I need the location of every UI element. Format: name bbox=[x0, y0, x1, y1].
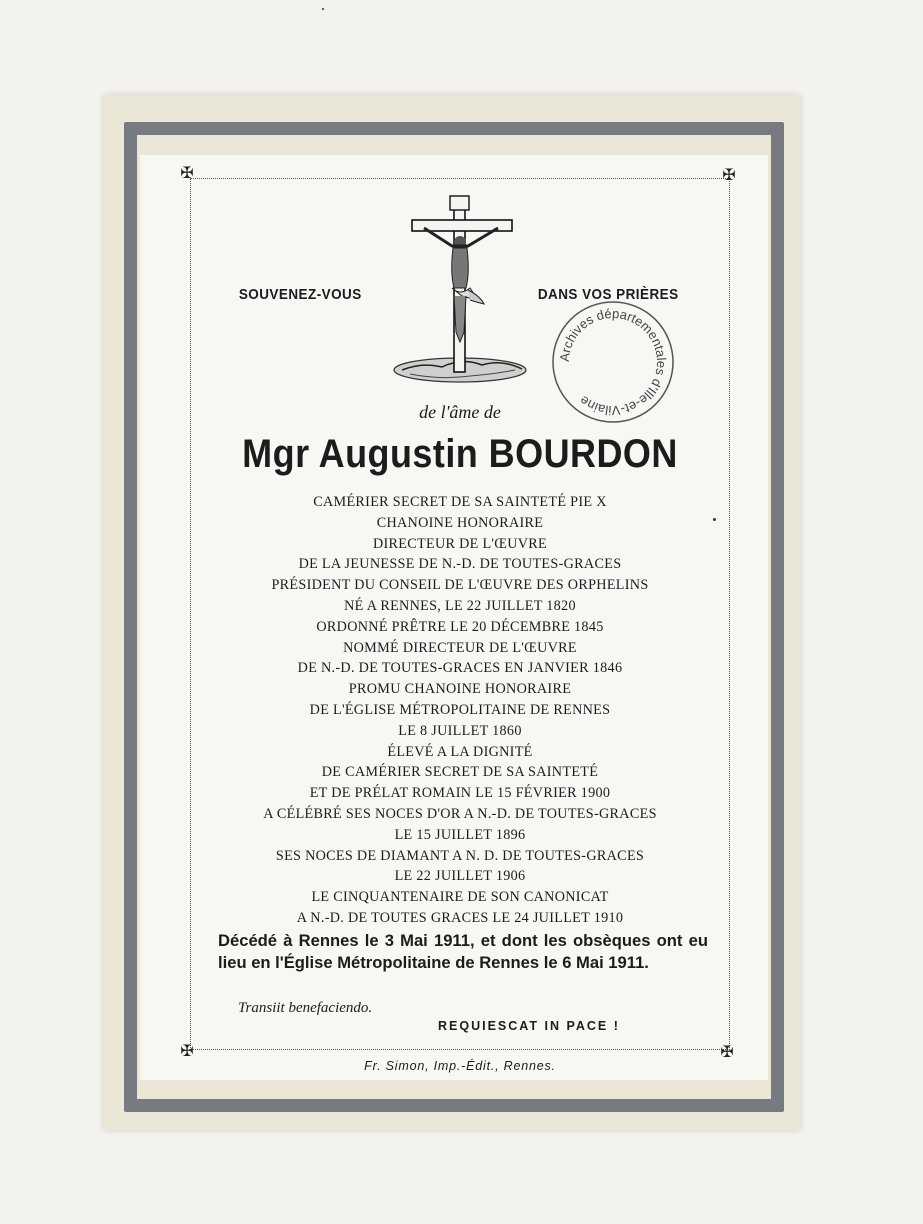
title-line: DE LA JEUNESSE DE N.-D. DE TOUTES-GRACES bbox=[298, 556, 622, 573]
corner-cross-icon: ✠ bbox=[720, 1042, 734, 1061]
death-notice: Décédé à Rennes le 3 Mai 1911, et dont les obsèques ont eu lieu en l'Église Métropolitaine de Rennes le 6 Mai 1911. bbox=[218, 931, 708, 972]
requiescat: REQUIESCAT IN PACE ! bbox=[438, 1019, 620, 1033]
title-line: PRÉSIDENT DU CONSEIL DE L'ŒUVRE DES ORPHELINS bbox=[271, 577, 649, 594]
title-line: LE 8 JUILLET 1860 bbox=[398, 722, 522, 739]
ink-speck bbox=[713, 518, 716, 521]
title-line: CAMÉRIER SECRET DE SA SAINTETÉ PIE X bbox=[313, 494, 607, 510]
title-line: ÉLEVÉ A LA DIGNITÉ bbox=[387, 743, 533, 760]
title-line: LE 15 JUILLET 1896 bbox=[394, 826, 526, 843]
title-line: DE N.-D. DE TOUTES-GRACES EN JANVIER 1846 bbox=[297, 660, 623, 677]
title-line: PROMU CHANOINE HONORAIRE bbox=[348, 681, 572, 698]
title-line: LE 22 JUILLET 1906 bbox=[394, 868, 526, 885]
corner-cross-icon: ✠ bbox=[180, 1041, 194, 1060]
printer-imprint: Fr. Simon, Imp.-Édit., Rennes. bbox=[364, 1059, 556, 1073]
transiit-motto: Transiit benefaciendo. bbox=[238, 1000, 373, 1016]
title-line: NOMMÉ DIRECTEUR DE L'ŒUVRE bbox=[343, 639, 577, 656]
crucifix-icon bbox=[390, 192, 530, 387]
title-line: A CÉLÉBRÉ SES NOCES D'OR A N.-D. DE TOUTES-GRACES bbox=[263, 805, 657, 822]
title-line: DE CAMÉRIER SECRET DE SA SAINTETÉ bbox=[321, 764, 599, 781]
ink-speck bbox=[322, 8, 324, 10]
title-line: SES NOCES DE DIAMANT A N. D. DE TOUTES-GRACES bbox=[275, 847, 645, 864]
title-line: LE CINQUANTENAIRE DE SON CANONICAT bbox=[311, 889, 609, 906]
title-line: ORDONNÉ PRÊTRE LE 20 DÉCEMBRE 1845 bbox=[316, 618, 604, 635]
title-line: NÉ A RENNES, LE 22 JUILLET 1820 bbox=[344, 597, 576, 614]
corner-cross-icon: ✠ bbox=[180, 163, 194, 182]
header-right: DANS VOS PRIÈRES bbox=[537, 286, 679, 303]
corner-cross-icon: ✠ bbox=[722, 165, 736, 184]
title-line: ET DE PRÉLAT ROMAIN LE 15 FÉVRIER 1900 bbox=[309, 785, 611, 802]
deceased-name: Mgr Augustin BOURDON bbox=[242, 432, 678, 476]
stamp-text: Archives départementales d'Ille-et-Vilaine bbox=[556, 305, 670, 419]
dedication: de l'âme de bbox=[419, 402, 501, 422]
title-line: CHANOINE HONORAIRE bbox=[376, 514, 544, 531]
title-line: DE L'ÉGLISE MÉTROPOLITAINE DE RENNES bbox=[309, 701, 611, 718]
title-line: A N.-D. DE TOUTES GRACES LE 24 JUILLET 1910 bbox=[296, 909, 624, 926]
titles-list bbox=[190, 492, 730, 929]
header-left: SOUVENEZ-VOUS bbox=[238, 286, 362, 303]
title-line: DIRECTEUR DE L'ŒUVRE bbox=[372, 535, 548, 552]
